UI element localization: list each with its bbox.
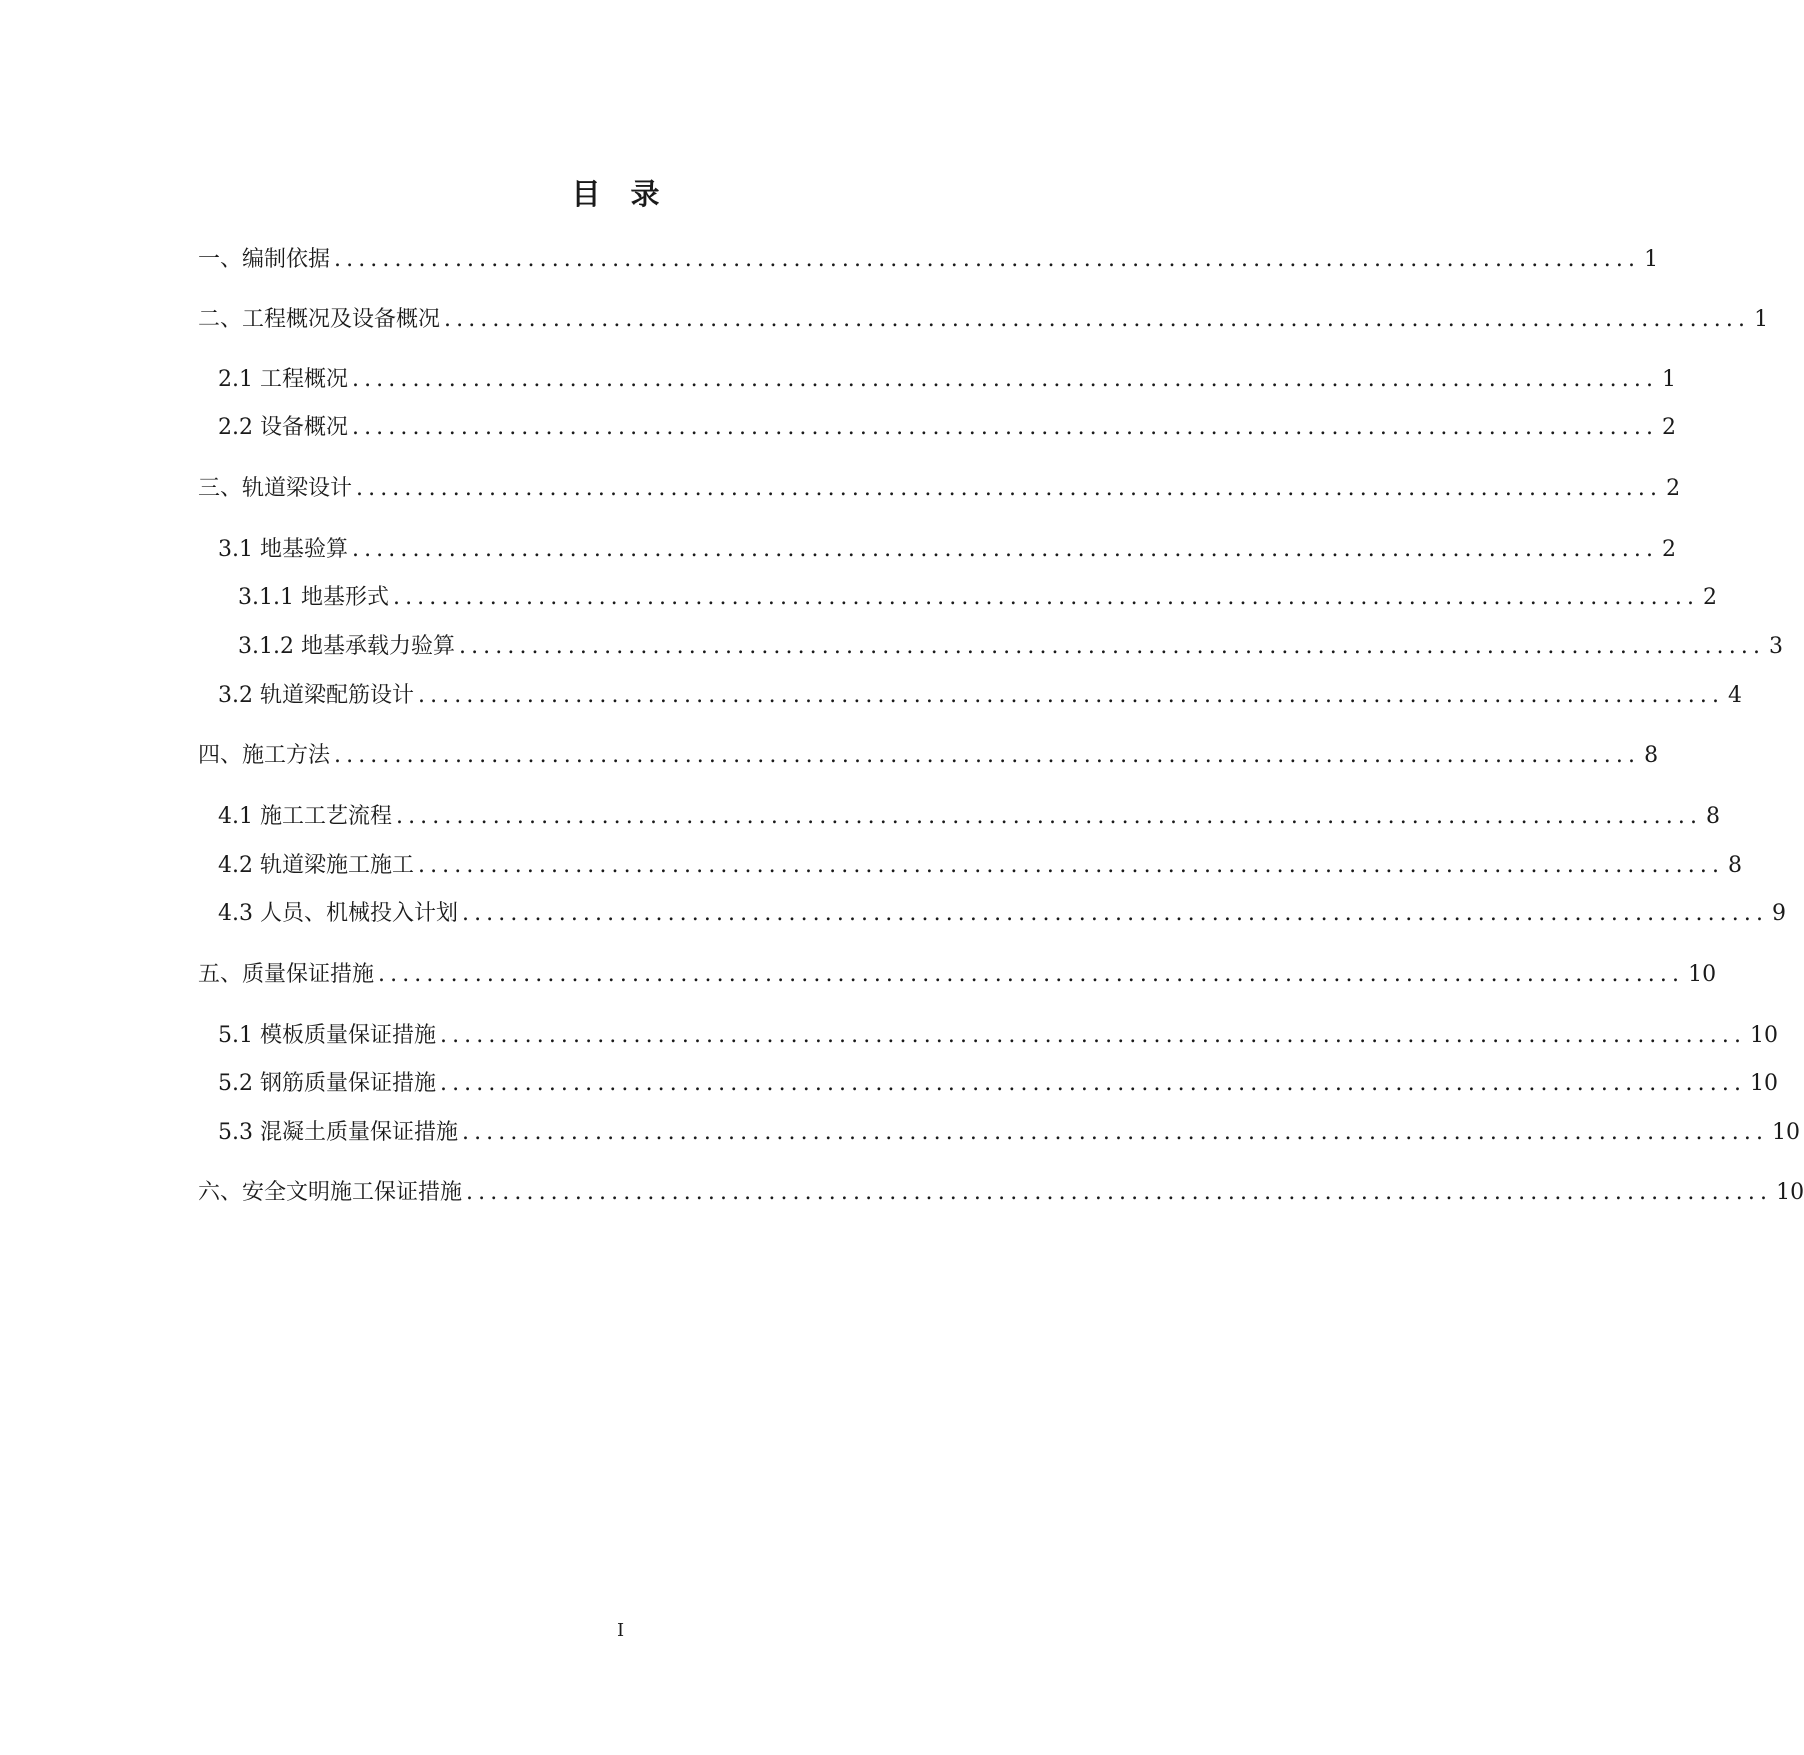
toc-entry-5-3[interactable]: [218, 1118, 1801, 1148]
toc-entry-3-1[interactable]: [218, 535, 1677, 565]
toc-dot-leader: ............................................................................................................: [461, 1120, 1769, 1145]
toc-dot-leader: ............................................................................................................: [392, 585, 1700, 610]
toc-entry-page: 2: [1662, 537, 1677, 562]
toc-dot-leader: ............................................................................................................: [466, 1180, 1773, 1205]
toc-entry-page: 10: [1772, 1120, 1801, 1145]
toc-entry-page: 10: [1750, 1023, 1779, 1048]
toc-entry-title: 4.2 轨道梁施工施工: [218, 853, 414, 878]
toc-dot-leader: ............................................................................................................: [439, 1071, 1747, 1096]
toc-dot-leader: ............................................................................................................: [351, 367, 1659, 392]
toc-entry-title: 一、编制依据: [198, 247, 331, 272]
toc-entry-page: 8: [1644, 743, 1659, 768]
toc-entry-page: 2: [1703, 585, 1718, 610]
toc-dot-leader: ............................................................................................................: [334, 743, 1641, 768]
toc-entry-4-3[interactable]: [218, 899, 1787, 929]
toc-dot-leader: ............................................................................................................: [334, 247, 1641, 272]
toc-dot-leader: ............................................................................................................: [461, 901, 1769, 926]
toc-dot-leader: ............................................................................................................: [395, 804, 1703, 829]
toc-entry-4-1[interactable]: [218, 802, 1721, 832]
toc-entry-title: 5.1 模板质量保证措施: [218, 1023, 436, 1048]
toc-entry-3-1-2[interactable]: [238, 632, 1784, 662]
toc-entry-title: 五、质量保证措施: [198, 962, 375, 987]
toc-entry-title: 3.1.2 地基承载力验算: [238, 634, 455, 659]
toc-entry-1[interactable]: [198, 245, 1659, 275]
toc-entry-page: 3: [1769, 634, 1784, 659]
toc-entry-3-1-1[interactable]: [238, 583, 1718, 613]
toc-entry-3-2[interactable]: [218, 681, 1743, 711]
toc-entry-page: 8: [1728, 853, 1743, 878]
page-number: I: [616, 1620, 625, 1641]
toc-dot-leader: ............................................................................................................: [444, 307, 1751, 332]
toc-entry-title: 2.2 设备概况: [218, 415, 348, 440]
toc-entry-4[interactable]: [198, 741, 1659, 771]
toc-entry-title: 3.1 地基验算: [218, 537, 348, 562]
toc-dot-leader: ............................................................................................................: [417, 853, 1725, 878]
toc-entry-page: 8: [1706, 804, 1721, 829]
toc-entry-title: 二、工程概况及设备概况: [198, 307, 441, 332]
toc-entry-title: 四、施工方法: [198, 743, 331, 768]
toc-dot-leader: ............................................................................................................: [351, 537, 1659, 562]
toc-entry-page: 10: [1688, 962, 1717, 987]
toc-entry-5[interactable]: [198, 960, 1717, 990]
toc-entry-title: 4.3 人员、机械投入计划: [218, 901, 458, 926]
toc-entry-2-1[interactable]: [218, 365, 1677, 395]
toc-entry-page: 1: [1754, 307, 1769, 332]
toc-entry-title: 三、轨道梁设计: [198, 476, 353, 501]
toc-entry-title: 3.1.1 地基形式: [238, 585, 389, 610]
toc-entry-4-2[interactable]: [218, 851, 1743, 881]
toc-entry-page: 9: [1772, 901, 1787, 926]
toc-entry-3[interactable]: [198, 474, 1681, 504]
toc-entry-page: 10: [1750, 1071, 1779, 1096]
toc-entry-title: 5.3 混凝土质量保证措施: [218, 1120, 458, 1145]
toc-entry-title: 4.1 施工工艺流程: [218, 804, 392, 829]
toc-entry-2-2[interactable]: [218, 413, 1677, 443]
toc-dot-leader: ............................................................................................................: [356, 476, 1663, 501]
toc-entry-title: 六、安全文明施工保证措施: [198, 1180, 463, 1205]
toc-entry-page: 4: [1728, 683, 1743, 708]
toc-entry-page: 1: [1662, 367, 1677, 392]
toc-entry-page: 2: [1666, 476, 1681, 501]
toc-entry-6[interactable]: [198, 1178, 1804, 1208]
toc-entry-page: 10: [1776, 1180, 1804, 1205]
toc-entry-page: 2: [1662, 415, 1677, 440]
toc-entry-page: 1: [1644, 247, 1659, 272]
toc-entry-title: 5.2 钢筋质量保证措施: [218, 1071, 436, 1096]
toc-dot-leader: ............................................................................................................: [378, 962, 1685, 987]
toc-dot-leader: ............................................................................................................: [439, 1023, 1747, 1048]
toc-heading: 目 录: [571, 177, 670, 211]
toc-entry-title: 3.2 轨道梁配筋设计: [218, 683, 414, 708]
toc-entry-5-1[interactable]: [218, 1021, 1779, 1051]
toc-dot-leader: ............................................................................................................: [417, 683, 1725, 708]
toc-entry-5-2[interactable]: [218, 1069, 1779, 1099]
toc-dot-leader: ............................................................................................................: [458, 634, 1766, 659]
toc-dot-leader: ............................................................................................................: [351, 415, 1659, 440]
toc-entry-2[interactable]: [198, 305, 1769, 335]
toc-entry-title: 2.1 工程概况: [218, 367, 348, 392]
